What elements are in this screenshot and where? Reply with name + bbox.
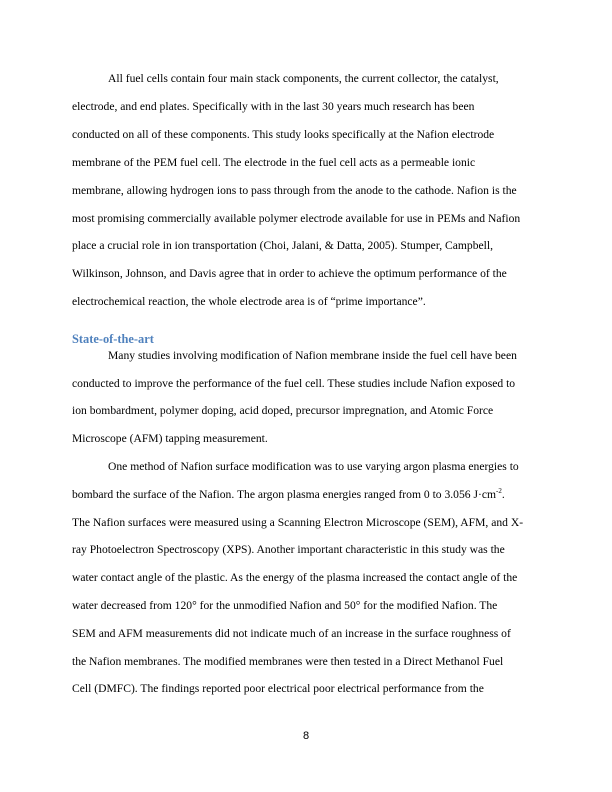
paragraph-3-line-8: the Nafion membranes. The modified membranes were then tested in a Direct Methanol Fuel — [72, 655, 504, 668]
paragraph-3-line-4: ray Photoelectron Spectroscopy (XPS). Another important characteristic in this study was the — [72, 543, 505, 556]
paragraph-2-line-1: Many studies involving modification of Nafion membrane inside the fuel cell have been — [108, 349, 517, 362]
paragraph-3-line-5: water contact angle of the plastic. As the energy of the plasma increased the contact angle of the — [72, 571, 518, 584]
paragraph-3-line-6: water decreased from 120° for the unmodified Nafion and 50° for the modified Nafion. The — [72, 599, 498, 612]
paragraph-3-line-3: The Nafion surfaces were measured using a Scanning Electron Microscope (SEM), AFM, and X- — [72, 516, 524, 529]
paragraph-1-line-2: electrode, and end plates. Specifically with in the last 30 years much research has been — [72, 100, 475, 113]
paragraph-1-line-1: All fuel cells contain four main stack components, the current collector, the catalyst, — [108, 72, 499, 85]
paragraph-3-line-2-text: bombard the surface of the Nafion. The argon plasma energies ranged from 0 to 3.056 J·cm — [72, 488, 497, 501]
page-number: 8 — [302, 730, 310, 742]
paragraph-2-line-3: ion bombardment, polymer doping, acid doped, precursor impregnation, and Atomic Force — [72, 404, 494, 417]
paragraph-3-line-2-end: . — [501, 488, 505, 501]
paragraph-1-line-9: electrochemical reaction, the whole electrode area is of “prime importance”. — [72, 295, 426, 308]
paragraph-1-line-7: place a crucial role in ion transportation (Choi, Jalani, & Datta, 2005). Stumper, Campbell, — [72, 239, 493, 252]
paragraph-1-line-4: membrane of the PEM fuel cell. The electrode in the fuel cell acts as a permeable ionic — [72, 156, 476, 169]
paragraph-3-line-2 — [72, 488, 505, 502]
paragraph-1-line-3: conducted on all of these components. This study looks specifically at the Nafion electrode — [72, 128, 495, 141]
paragraph-1-line-5: membrane, allowing hydrogen ions to pass through from the anode to the cathode. Nafion is the — [72, 184, 517, 197]
paragraph-2-line-4: Microscope (AFM) tapping measurement. — [72, 432, 268, 445]
section-heading: State-of-the-art — [72, 332, 154, 346]
paragraph-3-line-9: Cell (DMFC). The findings reported poor electrical poor electrical performance from the — [72, 682, 484, 695]
unit-exponent: -2 — [496, 487, 502, 495]
paragraph-3-line-1: One method of Nafion surface modification was to use varying argon plasma energies to — [108, 460, 519, 473]
paragraph-1-line-8: Wilkinson, Johnson, and Davis agree that in order to achieve the optimum performance of the — [72, 267, 507, 280]
paragraph-1-line-6: most promising commercially available polymer electrode available for use in PEMs and Nafion — [72, 212, 521, 225]
paragraph-2-line-2: conducted to improve the performance of the fuel cell. These studies include Nafion exposed to — [72, 377, 516, 390]
paragraph-3-line-7: SEM and AFM measurements did not indicate much of an increase in the surface roughness of — [72, 627, 511, 640]
